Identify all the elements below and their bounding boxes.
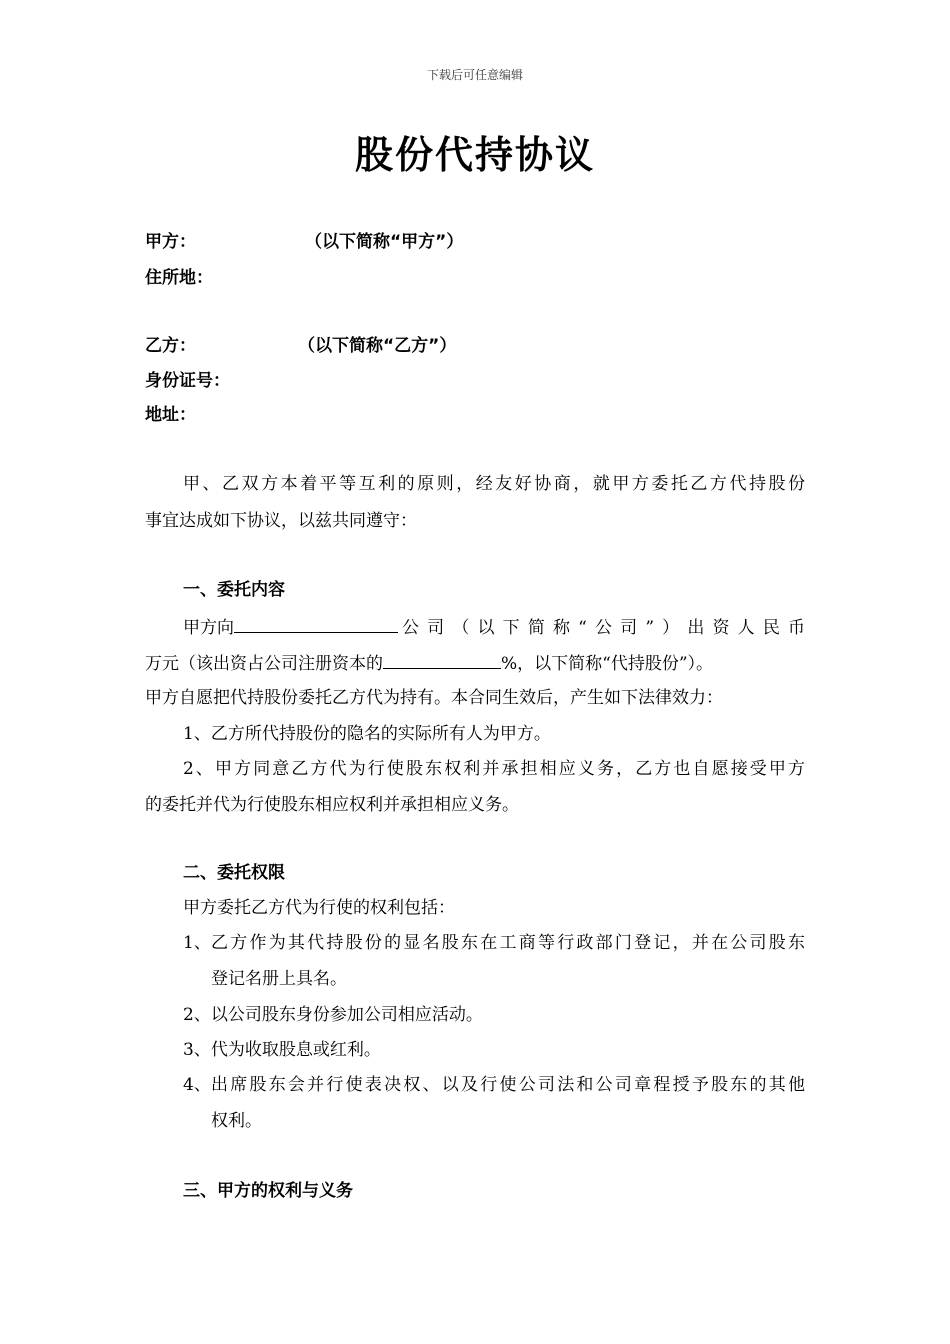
section2-item-1-number: 1、 xyxy=(183,933,211,953)
section2-item-3: 3、代为收取股息或红利。 xyxy=(183,1040,381,1060)
capital-percentage-blank xyxy=(383,651,501,669)
section2-intro: 甲方委托乙方代为行使的权利包括： xyxy=(183,898,455,918)
intro-paragraph xyxy=(183,474,805,494)
section1-para3: 甲方自愿把代持股份委托乙方代为持有。本合同生效后，产生如下法律效力： xyxy=(145,688,723,708)
section1-para1 xyxy=(183,615,805,638)
party-b-id-label: 身份证号： xyxy=(145,371,230,391)
party-a-alias: （以下简称“甲方”） xyxy=(305,232,464,252)
party-b-address-label: 地址： xyxy=(145,405,196,425)
section1-p2-end: %，以下简称“代持股份”）。 xyxy=(501,654,714,674)
party-a-label: 甲方： xyxy=(145,232,196,252)
section1-p2-start: 万元（该出资占公司注册资本的 xyxy=(145,654,383,674)
section1-p1-start: 甲方向 xyxy=(183,618,234,638)
section2-item-4 xyxy=(211,1075,805,1095)
section1-item-2-line-1: 2、甲方同意乙方代为行使股东权利并承担相应义务，乙方也自愿接受甲方 xyxy=(183,759,805,779)
section1-item-1: 1、乙方所代持股份的隐名的实际所有人为甲方。 xyxy=(183,724,551,744)
section1-para2 xyxy=(145,651,805,674)
intro-line-2: 事宜达成如下协议，以兹共同遵守： xyxy=(145,511,417,531)
section1-heading: 一、委托内容 xyxy=(183,580,285,600)
party-b-alias: （以下简称“乙方”） xyxy=(298,336,457,356)
document-title: 股份代持协议 xyxy=(354,133,595,177)
section2-heading: 二、委托权限 xyxy=(183,863,285,883)
section2-item-4-line-1: 出席股东会并行使表决权、以及行使公司法和公司章程授予股东的其他 xyxy=(211,1075,805,1095)
section2-item-4-line-2: 权利。 xyxy=(211,1111,262,1131)
section1-item-2-line-2: 的委托并代为行使股东相应权利并承担相应义务。 xyxy=(145,795,519,815)
intro-line-1: 甲、乙双方本着平等互利的原则，经友好协商，就甲方委托乙方代持股份 xyxy=(183,474,805,494)
section2-item-1 xyxy=(211,933,805,953)
section2-item-2: 2、以公司股东身份参加公司相应活动。 xyxy=(183,1005,483,1025)
company-name-blank xyxy=(234,615,398,633)
party-a-address-label: 住所地： xyxy=(145,268,213,288)
section2-item-1-line-2: 登记名册上具名。 xyxy=(211,969,347,989)
party-b-label: 乙方： xyxy=(145,336,196,356)
section1-item-2 xyxy=(183,759,805,779)
section2-item-4-number: 4、 xyxy=(183,1075,211,1095)
section1-p1-end: 公司（以下简称“公司”）出资人民币 xyxy=(402,618,805,638)
section3-heading: 三、甲方的权利与义务 xyxy=(183,1181,353,1201)
section2-item-1-line-1: 乙方作为其代持股份的显名股东在工商等行政部门登记，并在公司股东 xyxy=(211,933,805,953)
header-note: 下载后可任意编辑 xyxy=(426,68,523,82)
